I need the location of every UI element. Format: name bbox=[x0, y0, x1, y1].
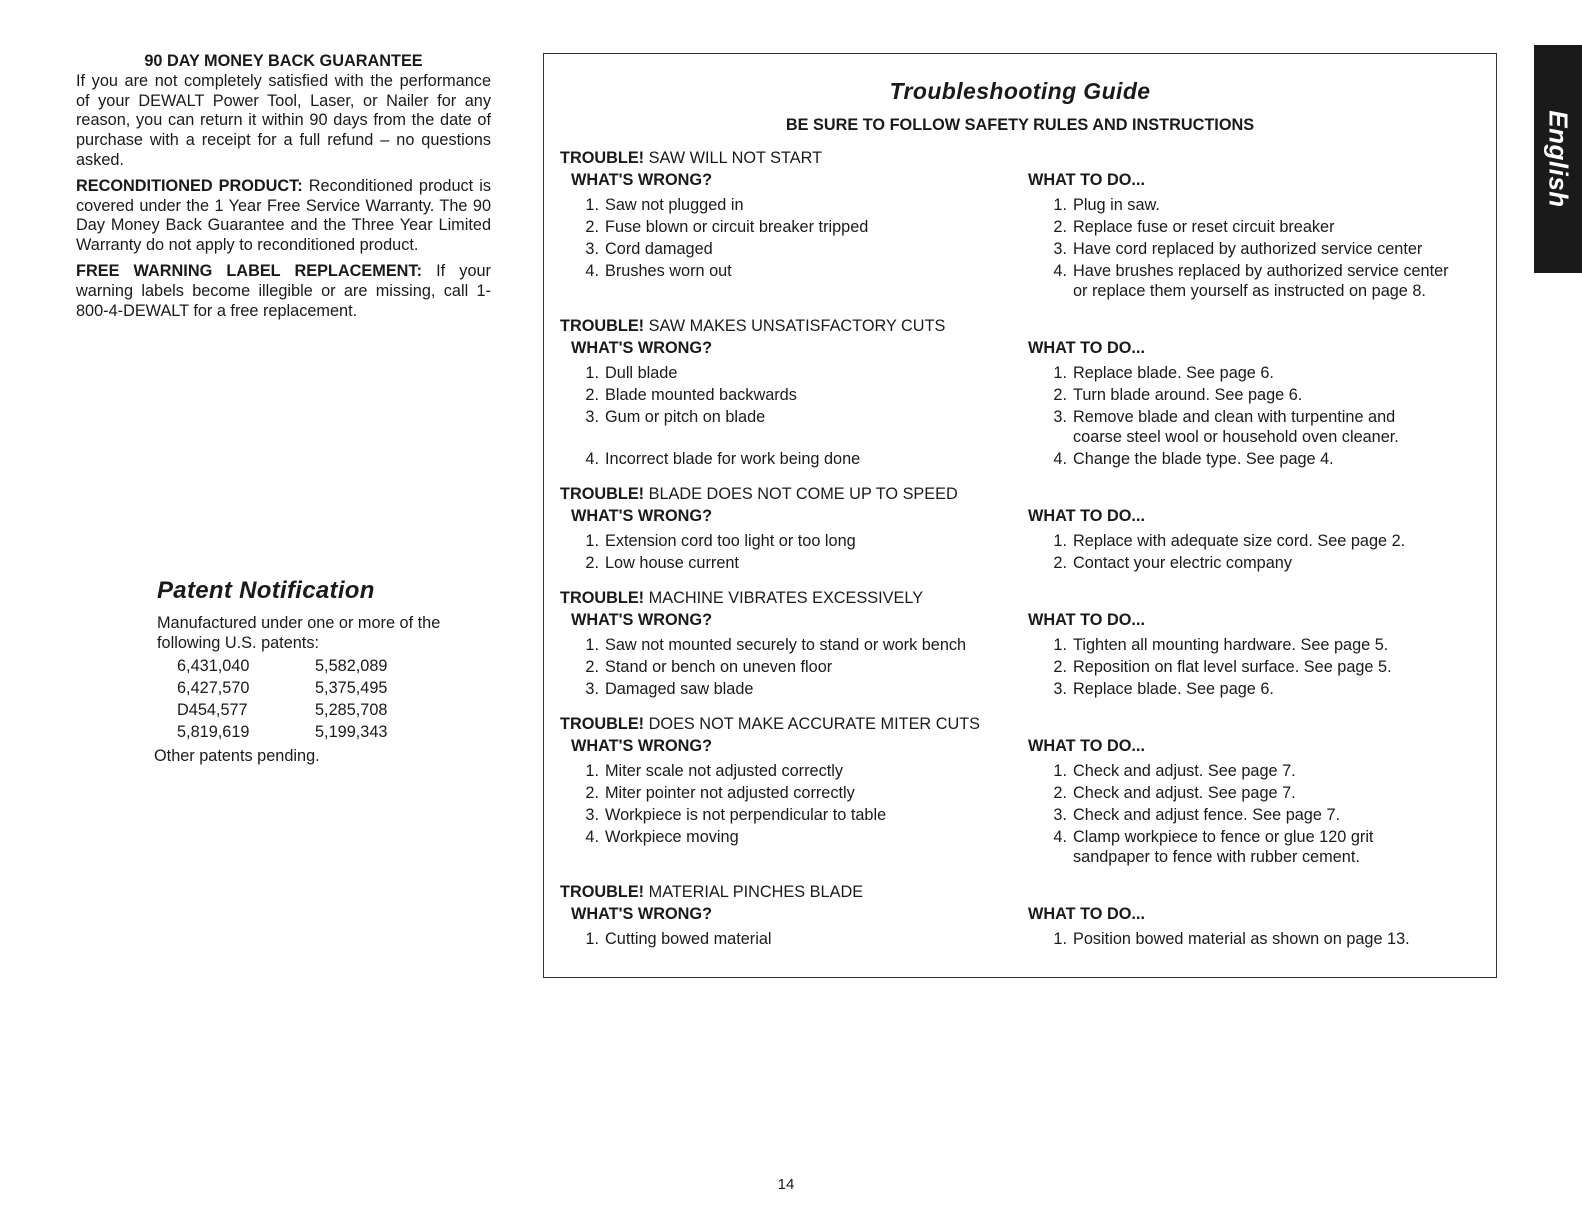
todo-item-text: Position bowed material as shown on page 13. bbox=[1073, 930, 1410, 948]
trouble-text: SAW WILL NOT START bbox=[648, 149, 823, 167]
item-number: 2. bbox=[585, 658, 599, 676]
item-number: 4. bbox=[1053, 262, 1067, 280]
patent-intro: Manufactured under one or more of the following U.S. patents: bbox=[157, 614, 441, 652]
todo-item bbox=[1046, 261, 1449, 301]
trouble-label: TROUBLE! bbox=[560, 149, 645, 167]
item-number: 2. bbox=[585, 554, 599, 572]
todo-item bbox=[1046, 363, 1274, 383]
item-number: 4. bbox=[1053, 828, 1067, 846]
label-replacement-paragraph bbox=[76, 262, 491, 321]
todo-item bbox=[1046, 827, 1373, 867]
item-number: 4. bbox=[585, 262, 599, 280]
what-to-do-heading: WHAT TO DO... bbox=[1028, 611, 1145, 629]
patent-number: 6,427,570 bbox=[177, 679, 250, 697]
wrong-item-text: Saw not mounted securely to stand or work bench bbox=[605, 636, 967, 654]
todo-item-text: Check and adjust fence. See page 7. bbox=[1073, 806, 1341, 824]
patent-table bbox=[177, 655, 387, 743]
item-number: 1. bbox=[1053, 930, 1067, 948]
todo-item bbox=[1046, 385, 1302, 405]
wrong-item bbox=[578, 261, 732, 281]
wrong-item-text: Damaged saw blade bbox=[605, 680, 754, 698]
wrong-item bbox=[578, 239, 713, 259]
what-to-do-heading: WHAT TO DO... bbox=[1028, 905, 1145, 923]
wrong-item-text: Miter pointer not adjusted correctly bbox=[605, 784, 855, 802]
wrong-item-text: Brushes worn out bbox=[605, 262, 732, 280]
wrong-item bbox=[578, 761, 843, 781]
language-tab bbox=[1534, 45, 1582, 273]
item-number: 1. bbox=[585, 930, 599, 948]
patent-title: Patent Notification bbox=[157, 577, 375, 604]
patent-number: 5,375,495 bbox=[315, 679, 388, 697]
wrong-item-text: Workpiece is not perpendicular to table bbox=[605, 806, 887, 824]
wrong-item-text: Incorrect blade for work being done bbox=[605, 450, 861, 468]
item-number: 2. bbox=[585, 386, 599, 404]
trouble-heading bbox=[560, 883, 863, 902]
item-number: 1. bbox=[585, 532, 599, 550]
wrong-item bbox=[578, 827, 739, 847]
wrong-item bbox=[578, 363, 677, 383]
todo-item bbox=[1046, 805, 1340, 825]
todo-item bbox=[1046, 217, 1335, 237]
reconditioned-body: Reconditioned product is covered under the 1 Year Free Service Warranty. The 90 Day Money Back Guarantee and the Three Year Limited Warranty do not apply to reconditioned product. bbox=[76, 176, 491, 255]
what-to-do-heading: WHAT TO DO... bbox=[1028, 507, 1145, 525]
trouble-heading bbox=[560, 589, 923, 608]
todo-item-text: Plug in saw. bbox=[1073, 196, 1160, 214]
patent-row bbox=[177, 699, 387, 721]
item-number: 2. bbox=[1053, 554, 1067, 572]
wrong-item-text: Stand or bench on uneven floor bbox=[605, 658, 833, 676]
item-number: 1. bbox=[1053, 196, 1067, 214]
whats-wrong-heading: WHAT'S WRONG? bbox=[571, 737, 713, 755]
item-number: 2. bbox=[585, 784, 599, 802]
todo-item bbox=[1046, 657, 1392, 677]
todo-item-text: Replace fuse or reset circuit breaker bbox=[1073, 218, 1335, 236]
todo-item bbox=[1046, 239, 1422, 259]
guarantee-title: 90 DAY MONEY BACK GUARANTEE bbox=[144, 52, 423, 70]
trouble-label: TROUBLE! bbox=[560, 883, 645, 901]
item-number: 1. bbox=[1053, 532, 1067, 550]
item-number: 2. bbox=[585, 218, 599, 236]
wrong-item-text: Gum or pitch on blade bbox=[605, 408, 766, 426]
what-to-do-heading: WHAT TO DO... bbox=[1028, 339, 1145, 357]
page-number: 14 bbox=[777, 1176, 795, 1193]
wrong-item bbox=[578, 195, 744, 215]
whats-wrong-heading: WHAT'S WRONG? bbox=[571, 171, 713, 189]
item-number: 2. bbox=[1053, 784, 1067, 802]
wrong-item-text: Dull blade bbox=[605, 364, 678, 382]
item-number: 2. bbox=[1053, 218, 1067, 236]
item-number: 3. bbox=[1053, 240, 1067, 258]
patent-row bbox=[177, 677, 387, 699]
patent-number: D454,577 bbox=[177, 701, 248, 719]
guarantee-body: If you are not completely satisfied with the performance of your DEWALT Power Tool, Laser, or Nailer for any reason, you can return it within 90 days from the date of purchase with a receipt for a full refund – no questions asked. bbox=[76, 71, 491, 169]
patent-number: 5,285,708 bbox=[315, 701, 388, 719]
trouble-label: TROUBLE! bbox=[560, 715, 645, 733]
patent-row bbox=[177, 655, 387, 677]
wrong-item-text: Saw not plugged in bbox=[605, 196, 744, 214]
wrong-item bbox=[578, 531, 856, 551]
language-tab-label: English bbox=[1543, 110, 1574, 208]
todo-item bbox=[1046, 929, 1410, 949]
todo-item-text: Clamp workpiece to fence or glue 120 grit sandpaper to fence with rubber cement. bbox=[1073, 828, 1374, 866]
money-back-guarantee bbox=[76, 52, 491, 327]
trouble-heading bbox=[560, 149, 822, 168]
item-number: 3. bbox=[1053, 680, 1067, 698]
wrong-item-text: Blade mounted backwards bbox=[605, 386, 797, 404]
item-number: 4. bbox=[1053, 450, 1067, 468]
trouble-text: BLADE DOES NOT COME UP TO SPEED bbox=[648, 485, 958, 503]
todo-item bbox=[1046, 635, 1388, 655]
patent-number: 5,582,089 bbox=[315, 657, 388, 675]
item-number: 3. bbox=[1053, 806, 1067, 824]
todo-item-text: Replace blade. See page 6. bbox=[1073, 364, 1274, 382]
todo-item bbox=[1046, 783, 1296, 803]
todo-item-text: Remove blade and clean with turpentine and coarse steel wool or household oven cleaner. bbox=[1073, 408, 1399, 446]
what-to-do-heading: WHAT TO DO... bbox=[1028, 171, 1145, 189]
todo-item-text: Change the blade type. See page 4. bbox=[1073, 450, 1334, 468]
todo-item bbox=[1046, 679, 1274, 699]
trouble-text: MACHINE VIBRATES EXCESSIVELY bbox=[648, 589, 924, 607]
item-number: 1. bbox=[585, 364, 599, 382]
todo-item-text: Reposition on flat level surface. See page 5. bbox=[1073, 658, 1392, 676]
trouble-label: TROUBLE! bbox=[560, 317, 645, 335]
whats-wrong-heading: WHAT'S WRONG? bbox=[571, 339, 713, 357]
whats-wrong-heading: WHAT'S WRONG? bbox=[571, 507, 713, 525]
todo-item-text: Replace with adequate size cord. See page 2. bbox=[1073, 532, 1406, 550]
wrong-item bbox=[578, 783, 855, 803]
item-number: 1. bbox=[585, 762, 599, 780]
whats-wrong-heading: WHAT'S WRONG? bbox=[571, 611, 713, 629]
item-number: 1. bbox=[585, 196, 599, 214]
trouble-heading bbox=[560, 715, 980, 734]
patent-notification bbox=[154, 575, 497, 767]
wrong-item bbox=[578, 635, 966, 655]
wrong-item bbox=[578, 679, 753, 699]
item-number: 2. bbox=[1053, 658, 1067, 676]
todo-item bbox=[1046, 449, 1334, 469]
wrong-item bbox=[578, 449, 860, 469]
item-number: 2. bbox=[1053, 386, 1067, 404]
wrong-item-text: Miter scale not adjusted correctly bbox=[605, 762, 843, 780]
todo-item bbox=[1046, 195, 1160, 215]
wrong-item bbox=[578, 407, 765, 427]
reconditioned-lead: RECONDITIONED PRODUCT: bbox=[76, 176, 303, 195]
todo-item-text: Have cord replaced by authorized service center bbox=[1073, 240, 1423, 258]
trouble-heading bbox=[560, 485, 958, 504]
item-number: 4. bbox=[585, 828, 599, 846]
trouble-label: TROUBLE! bbox=[560, 589, 645, 607]
item-number: 1. bbox=[1053, 762, 1067, 780]
patents-pending: Other patents pending. bbox=[154, 747, 320, 765]
wrong-item-text: Workpiece moving bbox=[605, 828, 739, 846]
trouble-text: DOES NOT MAKE ACCURATE MITER CUTS bbox=[648, 715, 981, 733]
item-number: 1. bbox=[1053, 364, 1067, 382]
item-number: 3. bbox=[585, 408, 599, 426]
patent-number: 5,819,619 bbox=[177, 723, 250, 741]
trouble-text: MATERIAL PINCHES BLADE bbox=[648, 883, 864, 901]
todo-item-text: Tighten all mounting hardware. See page 5. bbox=[1073, 636, 1389, 654]
item-number: 4. bbox=[585, 450, 599, 468]
todo-item bbox=[1046, 761, 1296, 781]
label-replacement-body: If your warning labels become illegible or are missing, call 1-800-4-DEWALT for a free replacement. bbox=[76, 261, 491, 320]
item-number: 3. bbox=[585, 240, 599, 258]
trouble-text: SAW MAKES UNSATISFACTORY CUTS bbox=[648, 317, 946, 335]
guide-title: Troubleshooting Guide bbox=[889, 78, 1151, 104]
todo-item-text: Check and adjust. See page 7. bbox=[1073, 784, 1296, 802]
wrong-item-text: Cord damaged bbox=[605, 240, 713, 258]
wrong-item bbox=[578, 805, 886, 825]
wrong-item-text: Fuse blown or circuit breaker tripped bbox=[605, 218, 869, 236]
todo-item-text: Check and adjust. See page 7. bbox=[1073, 762, 1296, 780]
troubleshooting-guide bbox=[543, 53, 1497, 978]
patent-number: 6,431,040 bbox=[177, 657, 250, 675]
guide-subtitle: BE SURE TO FOLLOW SAFETY RULES AND INSTRUCTIONS bbox=[785, 116, 1255, 134]
item-number: 1. bbox=[1053, 636, 1067, 654]
label-replacement-lead: FREE WARNING LABEL REPLACEMENT: bbox=[76, 261, 422, 280]
todo-item-text: Replace blade. See page 6. bbox=[1073, 680, 1274, 698]
wrong-item bbox=[578, 657, 832, 677]
wrong-item-text: Extension cord too light or too long bbox=[605, 532, 856, 550]
wrong-item-text: Cutting bowed material bbox=[605, 930, 772, 948]
todo-item bbox=[1046, 531, 1405, 551]
whats-wrong-heading: WHAT'S WRONG? bbox=[571, 905, 713, 923]
patent-row bbox=[177, 721, 387, 743]
wrong-item bbox=[578, 929, 772, 949]
patent-number: 5,199,343 bbox=[315, 723, 388, 741]
trouble-label: TROUBLE! bbox=[560, 485, 645, 503]
todo-item-text: Contact your electric company bbox=[1073, 554, 1292, 572]
what-to-do-heading: WHAT TO DO... bbox=[1028, 737, 1145, 755]
item-number: 3. bbox=[1053, 408, 1067, 426]
wrong-item-text: Low house current bbox=[605, 554, 739, 572]
item-number: 3. bbox=[585, 806, 599, 824]
reconditioned-paragraph bbox=[76, 177, 491, 256]
todo-item-text: Turn blade around. See page 6. bbox=[1073, 386, 1303, 404]
item-number: 1. bbox=[585, 636, 599, 654]
wrong-item bbox=[578, 217, 868, 237]
wrong-item bbox=[578, 385, 797, 405]
todo-item bbox=[1046, 553, 1292, 573]
item-number: 3. bbox=[585, 680, 599, 698]
trouble-heading bbox=[560, 317, 945, 336]
todo-item-text: Have brushes replaced by authorized service center or replace them yourself as instructed on page 8. bbox=[1073, 262, 1449, 300]
todo-item bbox=[1046, 407, 1399, 447]
wrong-item bbox=[578, 553, 739, 573]
